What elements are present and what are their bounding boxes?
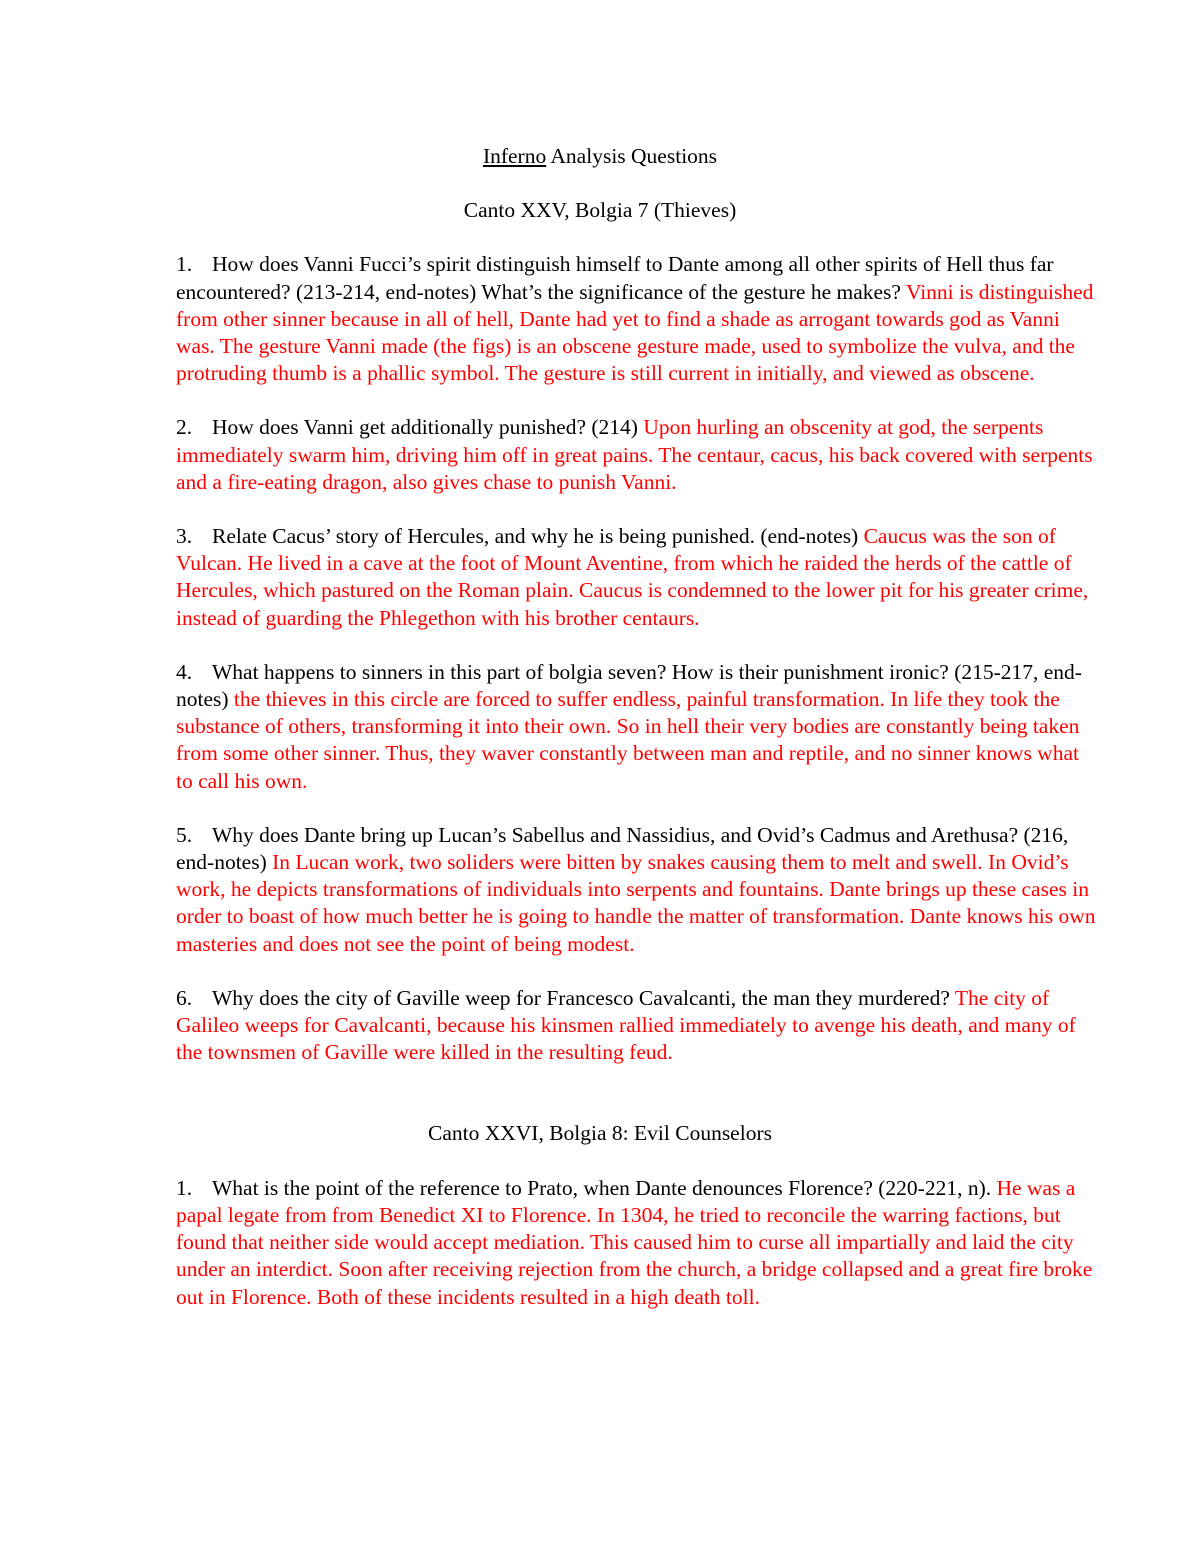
- question-text: Why does the city of Gaville weep for Francesco Cavalcanti, the man they murdered?: [212, 985, 950, 1010]
- section-heading-canto-xxvi: Canto XXVI, Bolgia 8: Evil Counselors: [428, 1121, 772, 1146]
- document-title-underlined: Inferno: [482, 144, 547, 168]
- question-text: Why does Dante bring up Lucan’s Sabellus and Nassidius, and Ovid’s Cadmus and Arethusa? (216, end-notes): [176, 822, 1069, 875]
- document-body: [176, 143, 1096, 1311]
- question-number: 6.: [176, 985, 193, 1010]
- question-number: 5.: [176, 822, 193, 847]
- question-text: How does Vanni get additionally punished? (214): [212, 415, 638, 440]
- question-item: [176, 985, 1096, 1067]
- question-number: 3.: [176, 524, 193, 549]
- question-number: 1.: [176, 1175, 193, 1200]
- answer-text: He was a papal legate from from Benedict XI to Florence. In 1304, he tried to reconcile the warring factions, but found that neither side would accept mediation. This caused him to curse all impartially and laid the city under an interdict. Soon after receiving rejection from the church, a bridge collapsed and a great fire broke out in Florence. Both of these incidents resulted in a high death toll.: [176, 1175, 1093, 1309]
- question-number: 1.: [176, 252, 193, 277]
- question-item: [176, 251, 1096, 387]
- question-number: 4.: [176, 659, 193, 684]
- question-text: Relate Cacus’ story of Hercules, and why he is being punished. (end-notes): [212, 524, 859, 549]
- answer-text: Caucus was the son of Vulcan. He lived in a cave at the foot of Mount Aventine, from which he raided the herds of the cattle of Hercules, which pastured on the Roman plain. Caucus is condemned to the lower pit for his greater crime, instead of guarding the Phlegethon with his brother centaurs.: [176, 524, 1089, 630]
- question-number: 2.: [176, 415, 193, 440]
- question-text: How does Vanni Fucci’s spirit distinguish himself to Dante among all other spirits of Hell thus far encountered? (213-214, end-notes) What’s the significance of the gesture he makes?: [176, 252, 1054, 304]
- question-item: [176, 1175, 1096, 1311]
- answer-text: the thieves in this circle are forced to suffer endless, painful transformation. In life they took the substance of others, transforming it into their own. So in hell their very bodies are constantly being taken from some other sinner. Thus, they waver constantly between man and reptile, and no sinner knows what to call his own.: [176, 687, 1080, 793]
- question-item: [176, 523, 1096, 632]
- question-item: [176, 822, 1096, 958]
- question-item: [176, 414, 1096, 496]
- answer-text: The city of Galileo weeps for Cavalcanti, because his kinsmen rallied immediately to avenge his death, and many of the townsmen of Gaville were killed in the resulting feud.: [176, 985, 1076, 1065]
- question-text: What happens to sinners in this part of bolgia seven? How is their punishment ironic? (215-217, end-notes): [176, 659, 1082, 712]
- document-title-rest: Analysis Questions: [546, 144, 718, 168]
- question-item: [176, 659, 1096, 795]
- question-text: What is the point of the reference to Prato, when Dante denounces Florence? (220-221, n).: [212, 1175, 992, 1200]
- document-title: [176, 143, 1024, 170]
- section-heading-canto-xxv: Canto XXV, Bolgia 7 (Thieves): [463, 198, 737, 223]
- answer-text: Upon hurling an obscenity at god, the serpents immediately swarm him, driving him off in great pains. The centaur, cacus, his back covered with serpents and a fire-eating dragon, also gives chase to punish Vanni.: [176, 415, 1093, 494]
- answer-text: Vinni is distinguished from other sinner because in all of hell, Dante had yet to find a shade as arrogant towards god as Vanni was. The gesture Vanni made (the figs) is an obscene gesture made, used to symbolize the vulva, and the protruding thumb is a phallic symbol. The gesture is still current in initially, and viewed as obscene.: [176, 279, 1094, 386]
- answer-text: In Lucan work, two soliders were bitten by snakes causing them to melt and swell. In Ovid’s work, he depicts transformations of individuals into serpents and fountains. Dante brings up these cases in order to boast of how much better he is going to handle the matter of transformation. Dante knows his own masteries and does not see the point of being modest.: [176, 850, 1096, 956]
